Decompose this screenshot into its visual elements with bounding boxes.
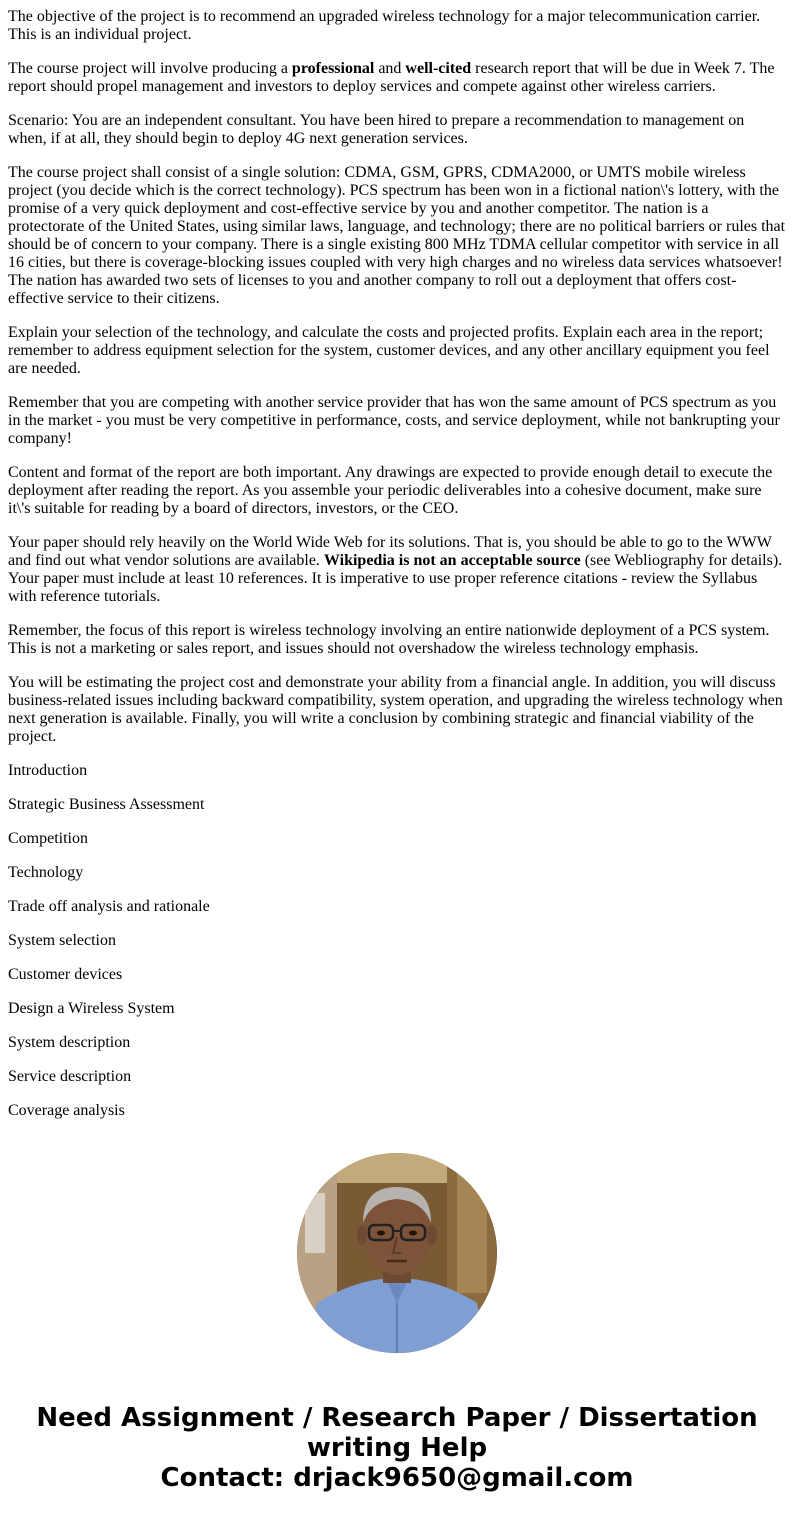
text-run: Your paper should rely heavily on the World Wide Web for its solutions. That is, you should be able to go to the WWW and find out what vendor solutions are available.: [8, 534, 772, 569]
text-run: Service description: [8, 1068, 132, 1085]
footer-contact-text: Contact: drjack9650@gmail.com: [160, 1463, 634, 1493]
paragraph: [8, 762, 786, 780]
paragraph: [8, 464, 786, 518]
text-run: Customer devices: [8, 966, 123, 983]
text-run: Introduction: [8, 762, 88, 779]
text-run: Coverage analysis: [8, 1102, 125, 1119]
paragraph: [8, 796, 786, 814]
text-run: Strategic Business Assessment: [8, 796, 205, 813]
paragraph: [8, 60, 786, 96]
text-run: The course project shall consist of a single solution: CDMA, GSM, GPRS, CDMA2000, or UMTS mobile wireless project (you decide which is the correct technology). PCS spectrum has been won in a fictional nation\'s lottery, with the promise of a very quick deployment and cost-effective service by you and another competitor. The nation is a protectorate of the United States, using similar laws, language, and technology; there are no political barriers or rules that should be of concern to your company. There is a single existing 800 MHz TDMA cellular competitor with service in all 16 cities, but there is coverage-blocking issues coupled with very high charges and no wireless data services whatsoever! The nation has awarded two sets of licenses to you and another company to roll out a deployment that offers cost-effective service to their citizens.: [8, 164, 786, 307]
text-run: Competition: [8, 830, 88, 847]
text-run: research report that will be due in Week 7. The report should propel management and investors to deploy services and compete against other wireless carriers.: [8, 60, 775, 95]
text-run: Scenario: You are an independent consultant. You have been hired to prepare a recommendation to management on when, if at all, they should begin to deploy 4G next generation services.: [8, 112, 745, 147]
paragraph: [8, 674, 786, 746]
paragraph: [8, 1068, 786, 1086]
author-portrait-illustration: [297, 1153, 497, 1353]
text-run: Remember, the focus of this report is wireless technology involving an entire nationwide deployment of a PCS system. This is not a marketing or sales report, and issues should not overshadow the wireless technology emphasis.: [8, 622, 770, 657]
paragraph: [8, 534, 786, 606]
paragraph: [8, 966, 786, 984]
text-run: Content and format of the report are both important. Any drawings are expected to provide enough detail to execute the deployment after reading the report. As you assemble your periodic deliverables into a cohesive document, make sure it\'s suitable for reading by a board of directors, investors, or the CEO.: [8, 464, 773, 517]
bold-text: Wikipedia is not an acceptable source: [323, 552, 581, 569]
text-run: Trade off analysis and rationale: [8, 898, 210, 915]
text-run: System selection: [8, 932, 116, 949]
text-run: System description: [8, 1034, 131, 1051]
paragraph: [8, 1000, 786, 1018]
text-run: (see Webliography for details). Your paper must include at least 10 references. It is imperative to use proper reference citations - review the Syllabus with reference tutorials.: [8, 552, 783, 605]
text-run: Design a Wireless System: [8, 1000, 175, 1017]
text-run: The objective of the project is to recommend an upgraded wireless technology for a major telecommunication carrier. This is an individual project.: [8, 8, 761, 43]
author-photo: [297, 1153, 497, 1353]
paragraph: [8, 324, 786, 378]
bold-text: professional: [291, 60, 375, 77]
paragraph: [8, 1034, 786, 1052]
text-run: You will be estimating the project cost and demonstrate your ability from a financial angle. In addition, you will discuss business-related issues including backward compatibility, system operation, and upgrading the wireless technology when next generation is available. Finally, you will write a conclusion by combining strategic and financial viability of the project.: [8, 674, 783, 745]
bold-text: well-cited: [405, 60, 472, 77]
paragraph: [8, 394, 786, 448]
text-run: Explain your selection of the technology, and calculate the costs and projected profits. Explain each area in the report; remember to address equipment selection for the system, customer devices, and any other ancillary equipment you feel are needed.: [8, 324, 770, 377]
footer-help-text: Need Assignment / Research Paper / Dissertation writing Help: [36, 1403, 758, 1463]
text-run: The course project will involve producing a: [8, 60, 292, 77]
document-body: [8, 8, 786, 1136]
footer-banner: [0, 1403, 794, 1493]
text-run: Remember that you are competing with another service provider that has won the same amount of PCS spectrum as you in the market - you must be very competitive in performance, costs, and service deployment, while not bankrupting your company!: [8, 394, 780, 447]
paragraph: [8, 1102, 786, 1120]
paragraph: [8, 112, 786, 148]
paragraph: [8, 864, 786, 882]
paragraph: [8, 932, 786, 950]
text-run: Technology: [8, 864, 84, 881]
text-run: and: [374, 60, 406, 77]
paragraph: [8, 8, 786, 44]
paragraph: [8, 164, 786, 308]
paragraph: [8, 898, 786, 916]
paragraph: [8, 830, 786, 848]
paragraph: [8, 622, 786, 658]
